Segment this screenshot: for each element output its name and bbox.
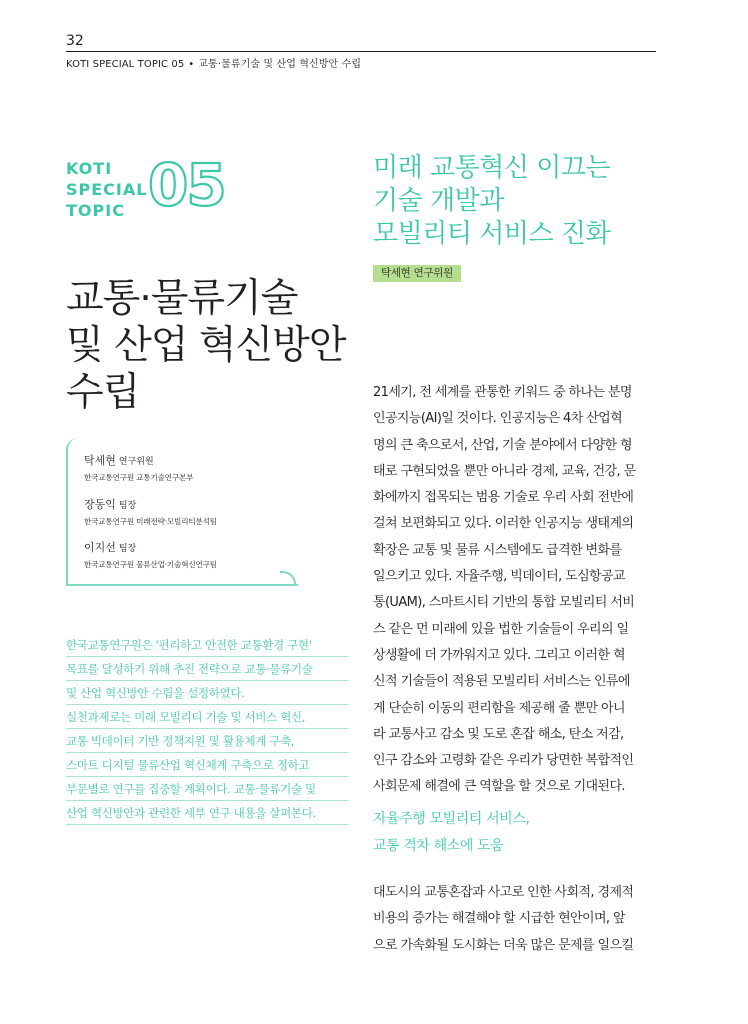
body-line: 상생활에 더 가까워지고 있다. 그리고 이러한 혁 <box>373 647 625 663</box>
article-title-line: 모빌리티 서비스 진화 <box>373 219 611 249</box>
author-name: 탁세현 <box>84 454 116 467</box>
body-line: 사회문제 해결에 큰 역할을 할 것으로 기대된다. <box>373 779 625 795</box>
summary-line: 교통 빅데이터 기반 정책지원 및 활용체계 구축, <box>66 729 348 753</box>
author-title: 연구위원 <box>118 457 154 467</box>
author-name-line <box>84 496 217 512</box>
author-title: 팀장 <box>118 501 137 511</box>
body-line: 인공지능(AI)일 것이다. 인공지능은 4차 산업혁 <box>373 411 623 427</box>
running-head <box>66 55 361 70</box>
summary-line: 한국교통연구원은 '편리하고 안전한 교통환경 구현' <box>66 633 348 657</box>
body-paragraph <box>373 380 663 801</box>
author-name-line <box>84 452 193 468</box>
body-line: 비용의 증가는 해결해야 할 시급한 현안이며, 앞 <box>373 911 625 927</box>
body-line: 걸쳐 보편화되고 있다. 이러한 인공지능 생태계의 <box>373 516 634 532</box>
main-title-line: 교통·물류기술 <box>66 276 298 321</box>
author-box <box>66 438 298 586</box>
body-line: 일으키고 있다. 자율주행, 빅데이터, 도심항공교 <box>373 569 625 585</box>
body-line: 인구 감소와 고령화 같은 우리가 당면한 복합적인 <box>373 753 634 769</box>
topic-label-line: SPECIAL <box>66 180 148 199</box>
author-entry <box>84 539 217 570</box>
summary-line: 산업 혁신방안과 관련한 세부 연구 내용을 살펴본다. <box>66 801 348 825</box>
section-subheading <box>373 806 663 860</box>
summary-line: 부문별로 연구를 집중할 계획이다. 교통·물류기술 및 <box>66 777 348 801</box>
subheading-line: 자율주행 모빌리티 서비스, <box>373 811 530 827</box>
article-title-line: 미래 교통혁신 이끄는 <box>373 153 611 183</box>
summary-line: 및 산업 혁신방안 수립을 설정하였다. <box>66 681 348 705</box>
summary-line: 스마트 디지털 물류산업 혁신체계 구축으로 정하고 <box>66 753 348 777</box>
page-number: 32 <box>66 33 84 49</box>
topic-number: 05 <box>148 151 225 219</box>
author-name: 장동익 <box>84 498 116 511</box>
topic-label-line: TOPIC <box>66 201 125 220</box>
article-title <box>373 152 673 251</box>
body-line: 확장은 교통 및 물류 시스템에도 급격한 변화를 <box>373 542 622 558</box>
article-title-line: 기술 개발과 <box>373 186 504 216</box>
author-entry <box>84 452 193 483</box>
body-line: 통(UAM), 스마트시티 기반의 통합 모빌리티 서비 <box>373 595 635 611</box>
author-tag: 탁세현 연구위원 <box>373 265 461 282</box>
body-line: 게 단순히 이동의 편리함을 제공해 줄 뿐만 아니 <box>373 700 625 716</box>
body-line: 화에까지 접목되는 범용 기술로 우리 사회 전반에 <box>373 490 634 506</box>
running-head-separator: • <box>188 59 195 70</box>
author-affiliation: 한국교통연구원 물류산업·기술혁신연구팀 <box>84 560 217 569</box>
author-entry <box>84 496 217 527</box>
header-rule <box>66 51 656 52</box>
author-affiliation: 한국교통연구원 교통기술연구본부 <box>84 473 194 482</box>
author-affiliation: 한국교통연구원 미래전략·모빌리티분석팀 <box>84 517 217 526</box>
summary-line: 목표를 달성하기 위해 추진 전략으로 교통·물류기술 <box>66 657 348 681</box>
subheading-line: 교통 격차 해소에 도움 <box>373 838 504 854</box>
body-paragraph <box>373 880 663 959</box>
body-line: 태로 구현되었을 뿐만 아니라 경제, 교육, 건강, 문 <box>373 463 636 479</box>
topic-label-line: KOTI <box>66 159 113 178</box>
topic-label <box>66 158 148 221</box>
body-line: 명의 큰 축으로서, 산업, 기술 분야에서 다양한 형 <box>373 437 632 453</box>
author-name-line <box>84 539 217 555</box>
running-head-section: 교통·물류기술 및 산업 혁신방안 수립 <box>198 59 362 70</box>
summary <box>66 633 348 825</box>
body-line: 대도시의 교통혼잡과 사고로 인한 사회적, 경제적 <box>373 885 634 900</box>
main-title <box>66 275 356 416</box>
body-line: 라 교통사고 감소 및 도로 혼잡 해소, 탄소 저감, <box>373 726 624 742</box>
body-line: 21세기, 전 세계를 관통한 키워드 중 하나는 분명 <box>373 385 632 400</box>
author-title: 팀장 <box>118 544 137 554</box>
author-name: 이지선 <box>84 541 116 554</box>
body-line: 신적 기술들이 적용된 모빌리티 서비스는 인류에 <box>373 674 630 690</box>
summary-line: 실천과제로는 미래 모빌리티 기술 및 서비스 혁신, <box>66 705 348 729</box>
running-head-series: KOTI SPECIAL TOPIC 05 <box>66 59 185 70</box>
main-title-line: 수립 <box>66 370 140 415</box>
body-line: 으로 가속화될 도시화는 더욱 많은 문제를 일으킬 <box>373 937 634 953</box>
body-line: 스 같은 먼 미래에 있을 법한 기술들이 우리의 일 <box>373 621 629 637</box>
main-title-line: 및 산업 혁신방안 <box>66 323 346 368</box>
